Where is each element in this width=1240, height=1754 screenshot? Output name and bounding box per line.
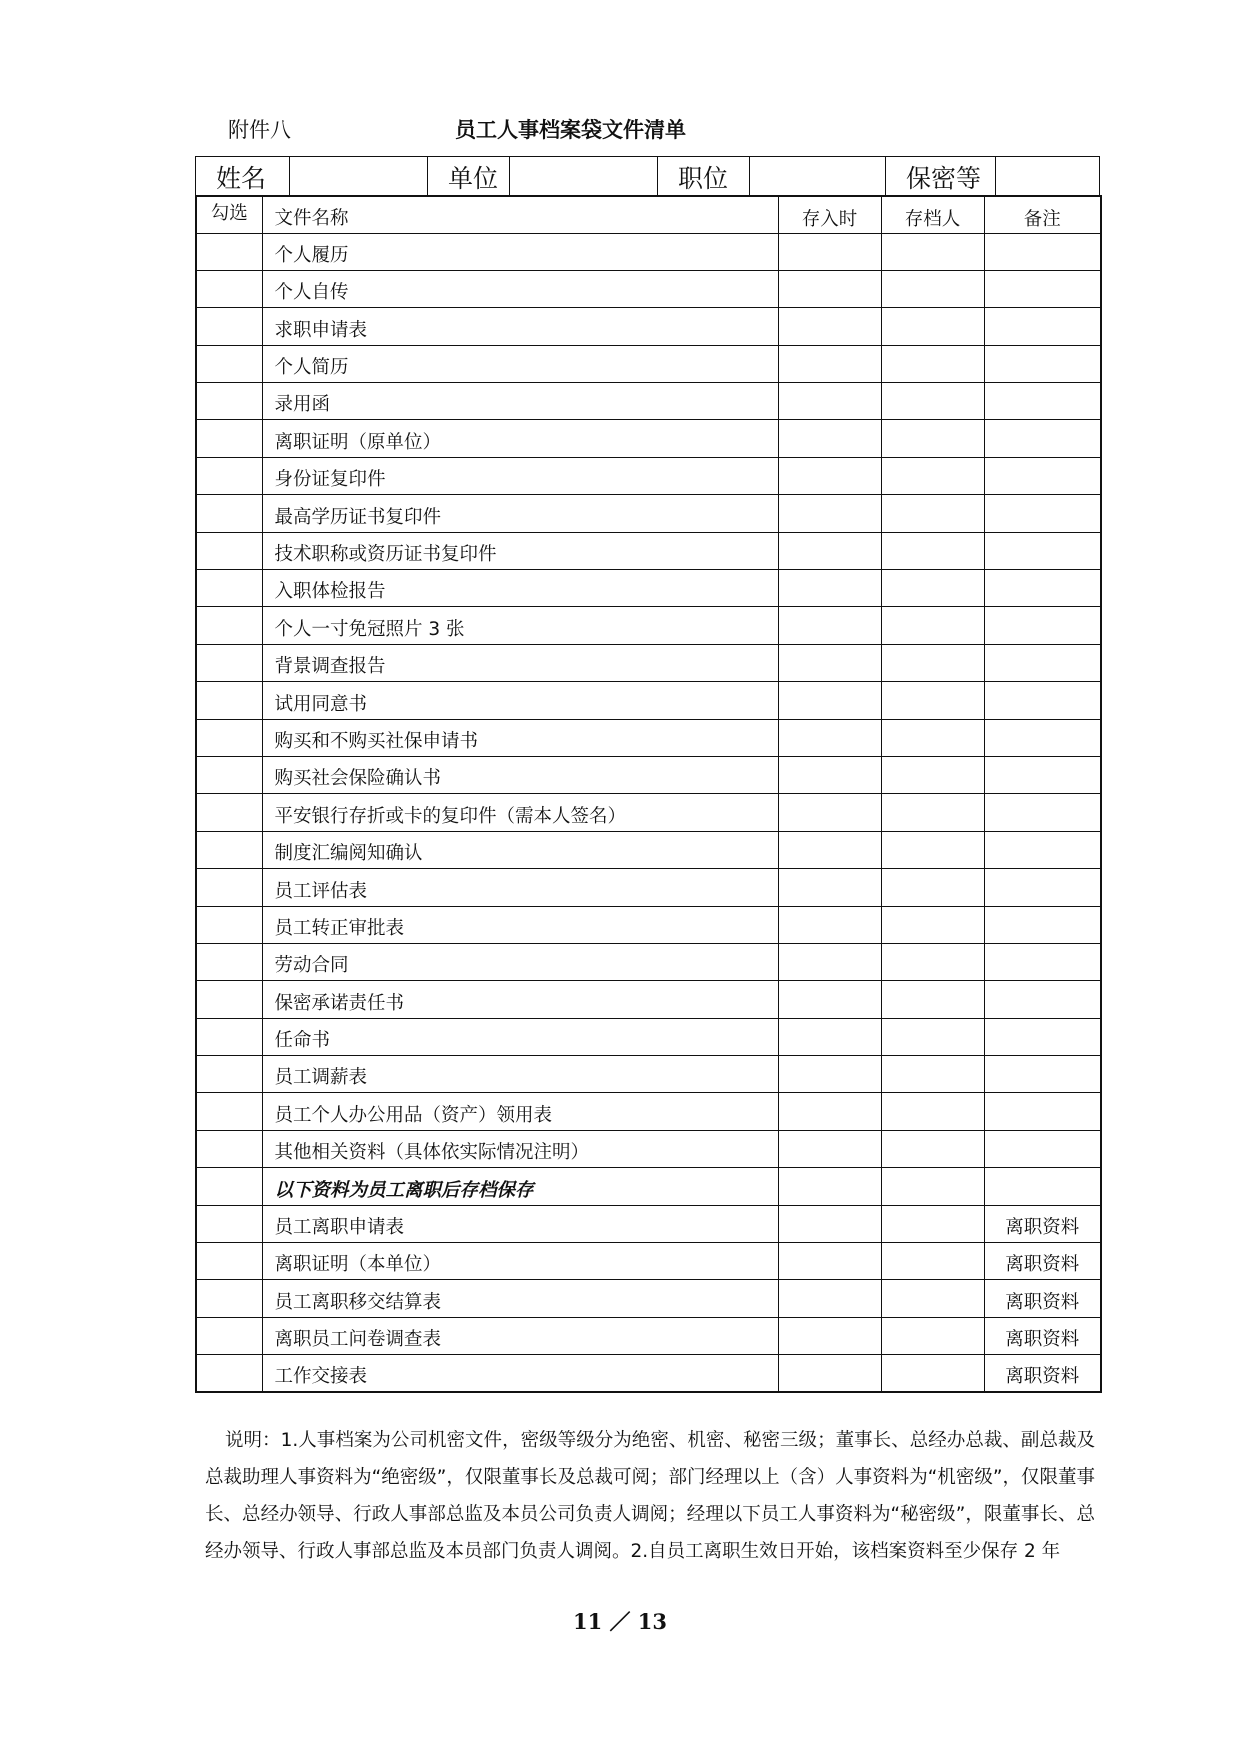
table-row	[196, 607, 1101, 644]
remark-cell	[984, 308, 1101, 345]
file-name-cell: 劳动合同	[262, 943, 778, 980]
check-cell[interactable]	[196, 981, 262, 1018]
check-cell[interactable]	[196, 383, 262, 420]
stored-time-cell[interactable]	[778, 869, 881, 906]
archiver-cell[interactable]	[881, 420, 984, 457]
check-cell[interactable]	[196, 532, 262, 569]
table-row	[196, 570, 1101, 607]
check-cell[interactable]	[196, 345, 262, 382]
file-name-cell: 其他相关资料（具体依实际情况注明）	[262, 1130, 778, 1167]
remark-cell	[984, 943, 1101, 980]
stored-time-cell[interactable]	[778, 607, 881, 644]
archiver-cell[interactable]	[881, 532, 984, 569]
stored-time-cell[interactable]	[778, 756, 881, 793]
table-row	[196, 233, 1101, 270]
employee-info-row	[195, 156, 1100, 196]
table-row	[196, 1243, 1101, 1280]
table-row	[196, 943, 1101, 980]
remark-cell: 离职资料	[984, 1205, 1101, 1242]
remark-column-header: 备注	[984, 196, 1101, 233]
stored-time-cell[interactable]	[778, 794, 881, 831]
archiver-cell[interactable]	[881, 345, 984, 382]
file-name-cell: 任命书	[262, 1018, 778, 1055]
archiver-cell[interactable]	[881, 794, 984, 831]
remark-cell	[984, 570, 1101, 607]
table-row	[196, 869, 1101, 906]
stored-time-cell[interactable]	[778, 495, 881, 532]
file-name-cell: 购买和不购买社保申请书	[262, 719, 778, 756]
remark-cell	[984, 756, 1101, 793]
check-cell[interactable]	[196, 1056, 262, 1093]
check-cell[interactable]	[196, 1205, 262, 1242]
stored-time-cell[interactable]	[778, 308, 881, 345]
archiver-cell[interactable]	[881, 981, 984, 1018]
check-cell[interactable]	[196, 420, 262, 457]
file-name-cell: 个人自传	[262, 270, 778, 307]
stored-time-cell[interactable]	[778, 719, 881, 756]
stored-time-cell[interactable]	[778, 1168, 881, 1205]
remark-cell	[984, 457, 1101, 494]
check-cell[interactable]	[196, 233, 262, 270]
archiver-cell[interactable]	[881, 1130, 984, 1167]
archiver-cell[interactable]	[881, 1168, 984, 1205]
stored-time-cell[interactable]	[778, 345, 881, 382]
remark-cell: 离职资料	[984, 1317, 1101, 1354]
file-name-cell: 购买社会保险确认书	[262, 756, 778, 793]
stored-time-cell[interactable]	[778, 943, 881, 980]
table-row	[196, 906, 1101, 943]
table-row	[196, 794, 1101, 831]
file-name-cell: 以下资料为员工离职后存档保存	[262, 1168, 778, 1205]
archiver-cell[interactable]	[881, 1093, 984, 1130]
check-cell[interactable]	[196, 1168, 262, 1205]
remark-cell	[984, 794, 1101, 831]
name-label: 姓名	[196, 157, 290, 196]
remark-cell	[984, 1056, 1101, 1093]
stored-time-cell[interactable]	[778, 1130, 881, 1167]
stored-time-cell[interactable]	[778, 1243, 881, 1280]
archiver-cell[interactable]	[881, 495, 984, 532]
table-row	[196, 532, 1101, 569]
archiver-cell[interactable]	[881, 1056, 984, 1093]
file-name-cell: 平安银行存折或卡的复印件（需本人签名）	[262, 794, 778, 831]
unit-label: 单位	[428, 157, 510, 196]
table-row	[196, 383, 1101, 420]
stored-time-cell[interactable]	[778, 457, 881, 494]
remark-cell: 离职资料	[984, 1243, 1101, 1280]
remark-cell	[984, 831, 1101, 868]
archiver-cell[interactable]	[881, 1243, 984, 1280]
attachment-label: 附件八	[228, 118, 291, 142]
file-name-cell: 最高学历证书复印件	[262, 495, 778, 532]
stored-time-cell[interactable]	[778, 570, 881, 607]
file-name-cell: 求职申请表	[262, 308, 778, 345]
archiver-cell[interactable]	[881, 719, 984, 756]
file-name-cell: 技术职称或资历证书复印件	[262, 532, 778, 569]
section-divider-row	[196, 1168, 1101, 1205]
archiver-cell[interactable]	[881, 756, 984, 793]
stored-time-cell[interactable]	[778, 906, 881, 943]
check-cell[interactable]	[196, 906, 262, 943]
table-row	[196, 457, 1101, 494]
remark-cell	[984, 1093, 1101, 1130]
stored-time-cell[interactable]	[778, 644, 881, 681]
file-name-cell: 员工离职移交结算表	[262, 1280, 778, 1317]
file-name-cell: 员工转正审批表	[262, 906, 778, 943]
file-name-cell: 离职证明（原单位）	[262, 420, 778, 457]
archiver-cell[interactable]	[881, 682, 984, 719]
remark-cell	[984, 719, 1101, 756]
table-row	[196, 308, 1101, 345]
archiver-cell[interactable]	[881, 607, 984, 644]
security-field[interactable]	[996, 157, 1099, 196]
table-row	[196, 682, 1101, 719]
check-cell[interactable]	[196, 1280, 262, 1317]
security-label: 保密等	[886, 157, 996, 196]
table-row	[196, 831, 1101, 868]
file-name-cell: 身份证复印件	[262, 457, 778, 494]
table-row	[196, 420, 1101, 457]
check-cell[interactable]	[196, 1018, 262, 1055]
file-name-cell: 背景调查报告	[262, 644, 778, 681]
remark-cell	[984, 981, 1101, 1018]
check-cell[interactable]	[196, 869, 262, 906]
archiver-cell[interactable]	[881, 308, 984, 345]
file-name-cell: 个人一寸免冠照片 3 张	[262, 607, 778, 644]
remark-cell	[984, 869, 1101, 906]
check-cell[interactable]	[196, 794, 262, 831]
file-name-cell: 员工评估表	[262, 869, 778, 906]
check-cell[interactable]	[196, 831, 262, 868]
stored-time-cell[interactable]	[778, 233, 881, 270]
file-name-cell: 录用函	[262, 383, 778, 420]
check-cell[interactable]	[196, 682, 262, 719]
remark-cell: 离职资料	[984, 1280, 1101, 1317]
check-cell[interactable]	[196, 607, 262, 644]
file-name-cell: 员工调薪表	[262, 1056, 778, 1093]
check-cell[interactable]	[196, 1093, 262, 1130]
stored-time-cell[interactable]	[778, 1205, 881, 1242]
file-name-cell: 个人履历	[262, 233, 778, 270]
check-cell[interactable]	[196, 1130, 262, 1167]
table-row	[196, 756, 1101, 793]
name-field[interactable]	[290, 157, 428, 196]
archiver-cell[interactable]	[881, 906, 984, 943]
check-cell[interactable]	[196, 308, 262, 345]
check-cell[interactable]	[196, 1355, 262, 1392]
file-checklist-table	[195, 195, 1102, 1393]
check-cell[interactable]	[196, 719, 262, 756]
stored-time-cell[interactable]	[778, 383, 881, 420]
stored-time-cell[interactable]	[778, 1317, 881, 1354]
archiver-cell[interactable]	[881, 943, 984, 980]
page-number: 11 ／ 13	[572, 1609, 668, 1634]
remark-cell	[984, 532, 1101, 569]
table-row	[196, 1280, 1101, 1317]
file-name-cell: 入职体检报告	[262, 570, 778, 607]
remark-cell	[984, 345, 1101, 382]
check-cell[interactable]	[196, 644, 262, 681]
stored-time-cell[interactable]	[778, 1355, 881, 1392]
file-name-cell: 工作交接表	[262, 1355, 778, 1392]
archiver-cell[interactable]	[881, 270, 984, 307]
archiver-cell[interactable]	[881, 1317, 984, 1354]
stored-time-cell[interactable]	[778, 831, 881, 868]
stored-time-cell[interactable]	[778, 532, 881, 569]
remark-cell	[984, 644, 1101, 681]
table-row	[196, 1056, 1101, 1093]
check-cell[interactable]	[196, 1317, 262, 1354]
archiver-cell[interactable]	[881, 570, 984, 607]
remark-cell	[984, 420, 1101, 457]
stored-time-column-header: 存入时	[778, 196, 881, 233]
remark-cell	[984, 495, 1101, 532]
check-cell[interactable]	[196, 1243, 262, 1280]
remark-cell	[984, 383, 1101, 420]
archiver-cell[interactable]	[881, 383, 984, 420]
archiver-cell[interactable]	[881, 869, 984, 906]
file-name-cell: 员工离职申请表	[262, 1205, 778, 1242]
archiver-cell[interactable]	[881, 1205, 984, 1242]
table-row	[196, 719, 1101, 756]
file-name-cell: 制度汇编阅知确认	[262, 831, 778, 868]
check-cell[interactable]	[196, 570, 262, 607]
notes-paragraph: 说明：1.人事档案为公司机密文件，密级等级分为绝密、机密、秘密三级；董事长、总经办总裁、副总裁及总裁助理人事资料为“绝密级”，仅限董事长及总裁可阅；部门经理以上（含）人事资料为“机密级”，仅限董事长、总经办领导、行政人事部总监及本员公司负责人调阅；经理以下员工人事资料为“秘密级”，限董事长、总经办领导、行政人事部总监及本员部门负责人调阅。2.自员工离职生效日开始，该档案资料至少保存 2 年	[205, 1430, 1095, 1562]
remark-cell	[984, 1130, 1101, 1167]
stored-time-cell[interactable]	[778, 1056, 881, 1093]
file-name-cell: 个人简历	[262, 345, 778, 382]
archiver-cell[interactable]	[881, 1280, 984, 1317]
archiver-cell[interactable]	[881, 1018, 984, 1055]
stored-time-cell[interactable]	[778, 682, 881, 719]
table-row	[196, 345, 1101, 382]
table-row	[196, 495, 1101, 532]
file-name-cell: 员工个人办公用品（资产）领用表	[262, 1093, 778, 1130]
file-name-cell: 试用同意书	[262, 682, 778, 719]
table-row	[196, 1130, 1101, 1167]
table-row	[196, 1018, 1101, 1055]
file-name-cell: 离职证明（本单位）	[262, 1243, 778, 1280]
stored-time-cell[interactable]	[778, 270, 881, 307]
remark-cell	[984, 1018, 1101, 1055]
remark-cell	[984, 607, 1101, 644]
archiver-cell[interactable]	[881, 831, 984, 868]
archiver-cell[interactable]	[881, 457, 984, 494]
stored-time-cell[interactable]	[778, 1280, 881, 1317]
archiver-cell[interactable]	[881, 1355, 984, 1392]
remark-cell	[984, 1168, 1101, 1205]
file-name-column-header: 文件名称	[262, 196, 778, 233]
archiver-cell[interactable]	[881, 233, 984, 270]
remark-cell	[984, 270, 1101, 307]
table-header-row	[196, 196, 1101, 233]
stored-time-cell[interactable]	[778, 1093, 881, 1130]
unit-field[interactable]	[510, 157, 658, 196]
check-cell[interactable]	[196, 457, 262, 494]
remark-cell	[984, 233, 1101, 270]
check-column-header: 勾选	[196, 196, 262, 233]
archiver-column-header: 存档人	[881, 196, 984, 233]
stored-time-cell[interactable]	[778, 981, 881, 1018]
remark-cell	[984, 682, 1101, 719]
stored-time-cell[interactable]	[778, 420, 881, 457]
file-name-cell: 保密承诺责任书	[262, 981, 778, 1018]
position-label: 职位	[658, 157, 750, 196]
table-row	[196, 270, 1101, 307]
remark-cell: 离职资料	[984, 1355, 1101, 1392]
table-row	[196, 644, 1101, 681]
stored-time-cell[interactable]	[778, 1018, 881, 1055]
table-row	[196, 1355, 1101, 1392]
check-cell[interactable]	[196, 270, 262, 307]
table-row	[196, 1093, 1101, 1130]
check-cell[interactable]	[196, 495, 262, 532]
file-name-cell: 离职员工问卷调查表	[262, 1317, 778, 1354]
table-row	[196, 1317, 1101, 1354]
archiver-cell[interactable]	[881, 644, 984, 681]
table-row	[196, 1205, 1101, 1242]
page-title: 员工人事档案袋文件清单	[455, 118, 686, 142]
check-cell[interactable]	[196, 943, 262, 980]
check-cell[interactable]	[196, 756, 262, 793]
position-field[interactable]	[750, 157, 886, 196]
remark-cell	[984, 906, 1101, 943]
table-row	[196, 981, 1101, 1018]
